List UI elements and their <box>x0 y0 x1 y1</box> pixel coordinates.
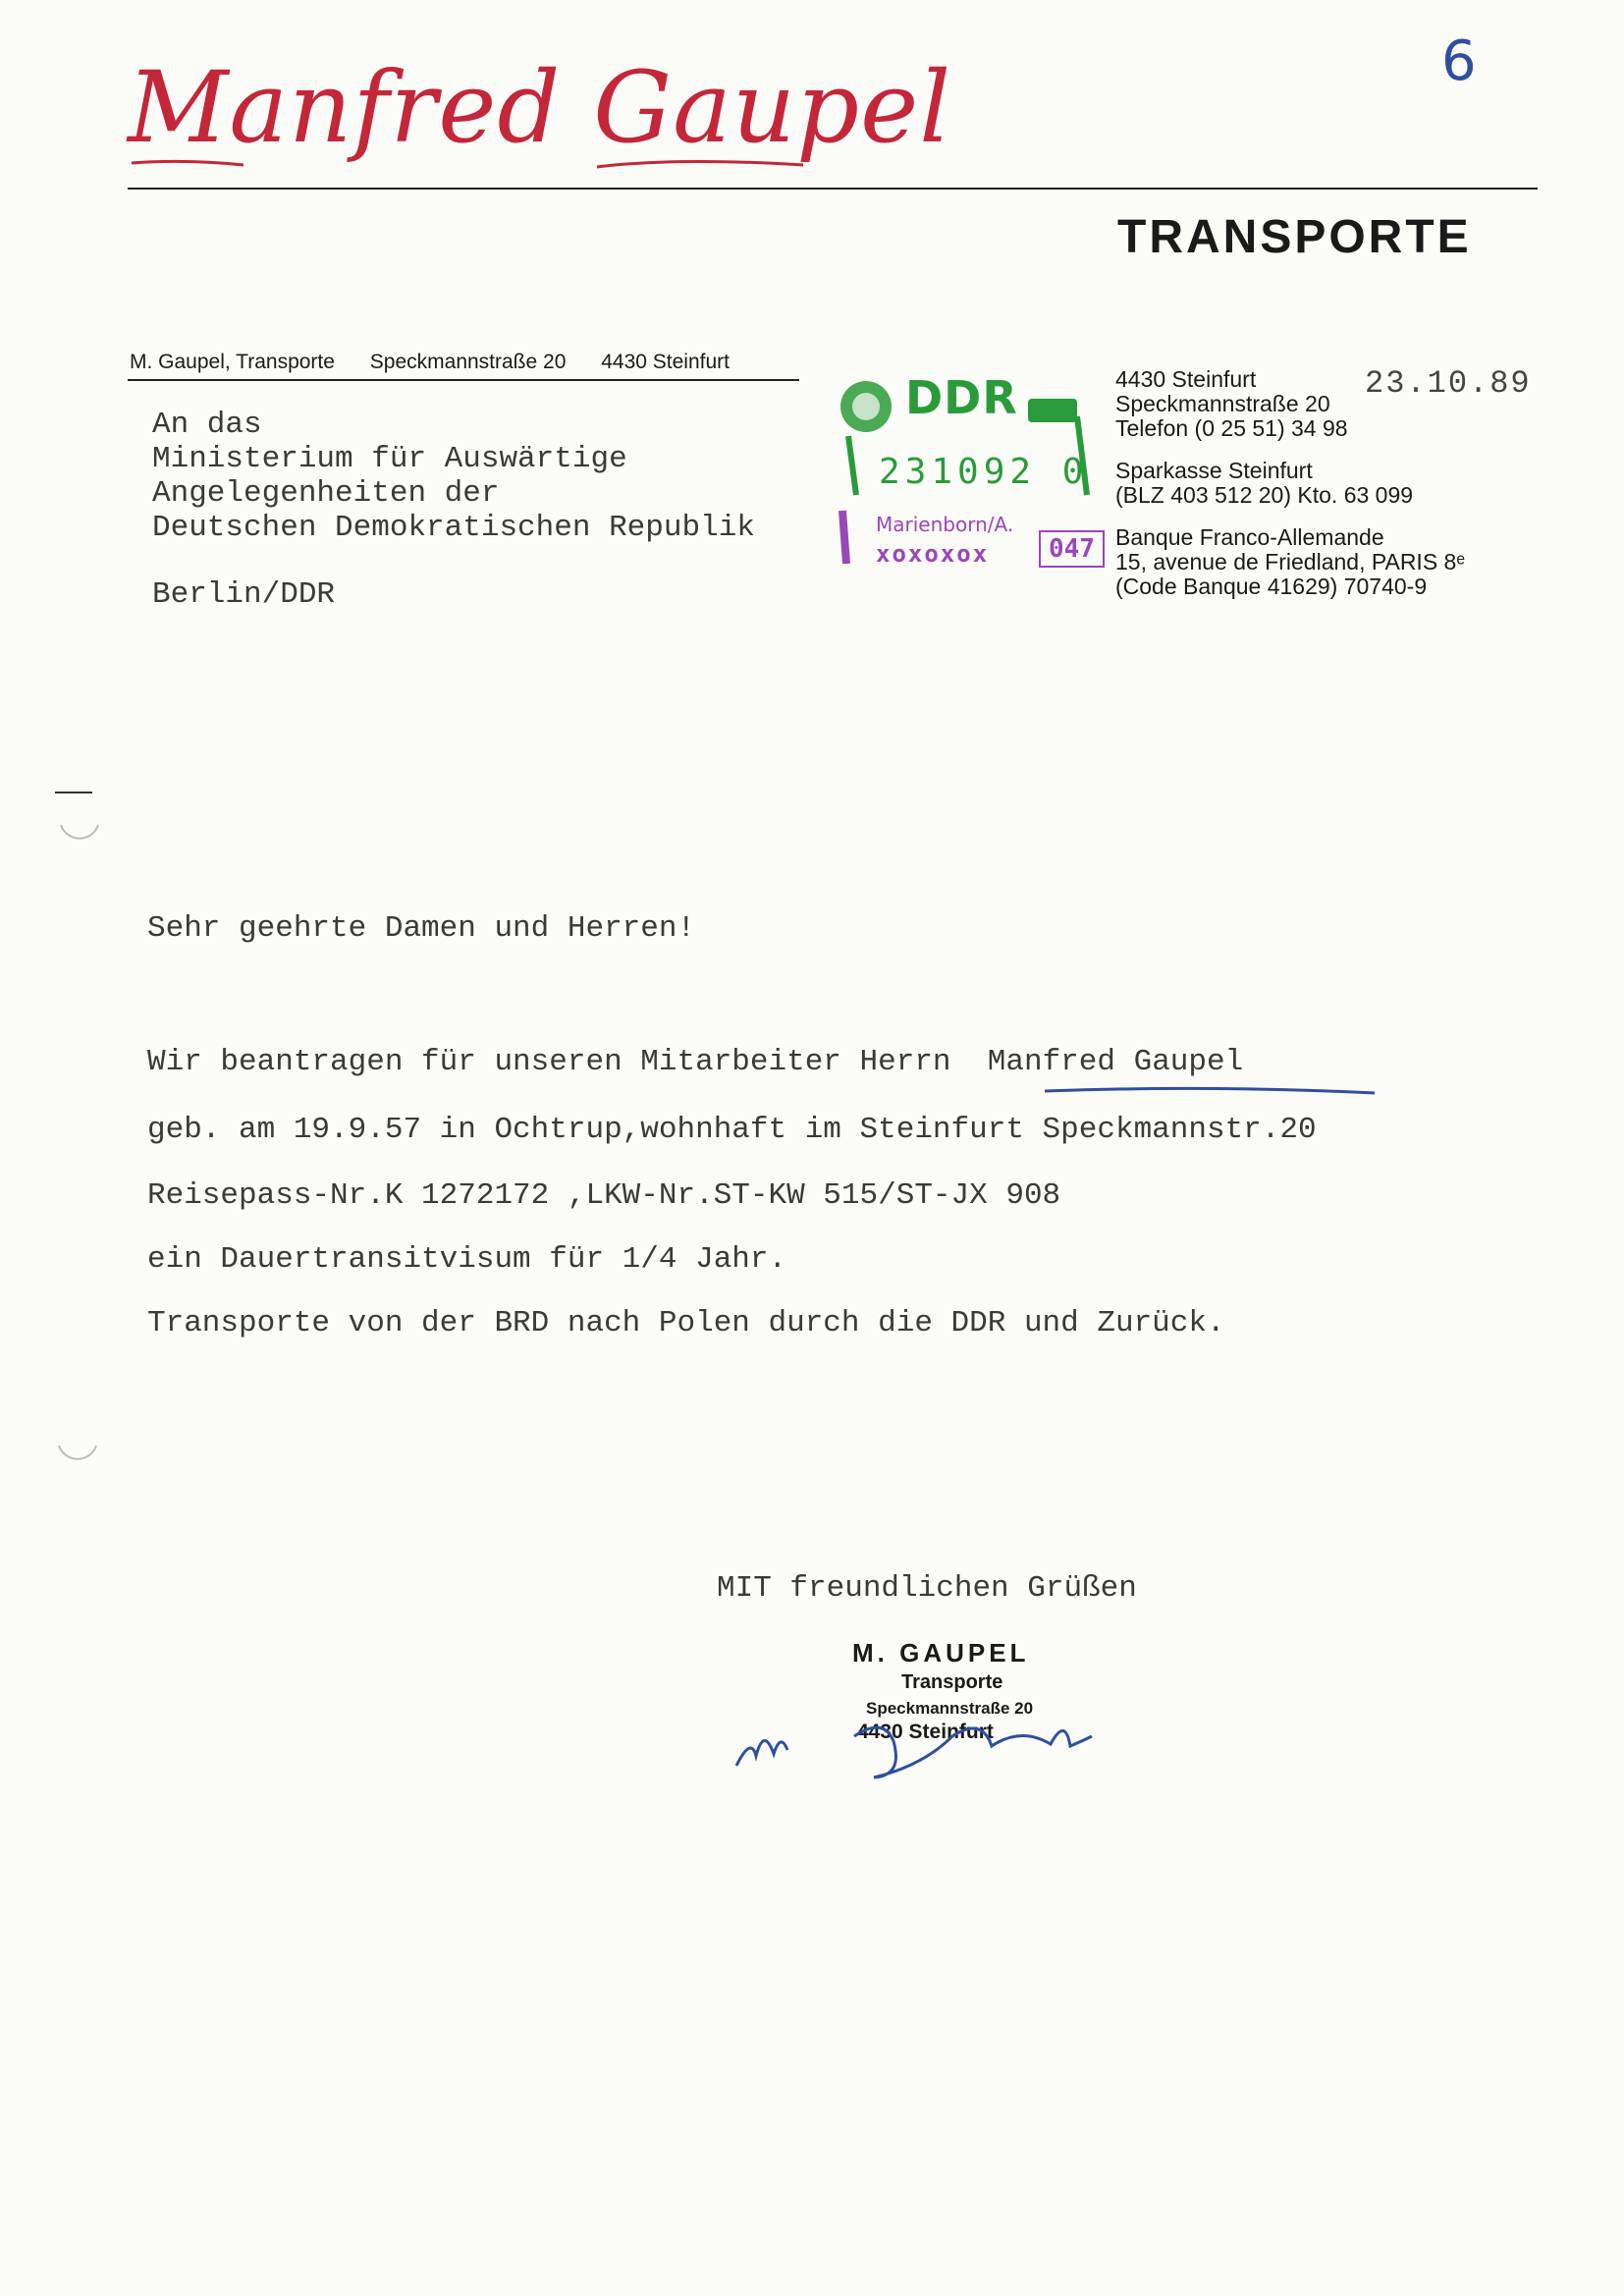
body-line-2: geb. am 19.9.57 in Ochtrup,wohnhaft im Steinfurt Speckmannstr.20 <box>147 1113 1317 1147</box>
body-line-5: Transporte von der BRD nach Polen durch die DDR und Zurück. <box>147 1306 1225 1340</box>
recipient-city: Berlin/DDR <box>152 577 336 612</box>
info-bank2-name: Banque Franco-Allemande <box>1115 524 1384 550</box>
stamp-date: 231092 0 <box>879 452 1089 492</box>
stamp-country: DDR <box>905 371 1018 424</box>
info-street: Speckmannstraße 20 <box>1115 391 1330 416</box>
sender-street: Speckmannstraße 20 <box>369 351 567 373</box>
recipient-line: Angelegenheiten der <box>152 476 500 511</box>
info-phone: Telefon (0 25 51) 34 98 <box>1115 415 1348 441</box>
salutation: Sehr geehrte Damen und Herren! <box>147 911 696 946</box>
closing-street: Speckmannstraße 20 <box>866 1699 1034 1718</box>
division-title: TRANSPORTE <box>1117 211 1472 263</box>
info-bank2-address: 15, avenue de Friedland, PARIS 8ᵉ <box>1115 549 1465 574</box>
body-line-3: Reisepass-Nr.K 1272172 ,LKW-Nr.ST-KW 515/ST-JX 908 <box>147 1178 1061 1213</box>
stamp-code: xoxoxox <box>876 540 990 568</box>
employee-name: Manfred Gaupel <box>987 1045 1244 1079</box>
page-number-mark: 6 <box>1441 29 1477 93</box>
info-bank1-name: Sparkasse Steinfurt <box>1115 458 1313 483</box>
sender-name: M. Gaupel, Transporte <box>130 351 335 373</box>
body-line-4: ein Dauertransitvisum für 1/4 Jahr. <box>147 1242 787 1277</box>
handwritten-signature <box>727 1697 1100 1785</box>
sender-city: 4430 Steinfurt <box>601 351 730 373</box>
sender-line <box>130 351 759 374</box>
info-city: 4430 Steinfurt <box>1115 366 1257 392</box>
info-bank1-details: (BLZ 403 512 20) Kto. 63 099 <box>1115 482 1414 508</box>
body-line-1-text: Wir beantragen für unseren Mitarbeiter Herrn <box>147 1045 951 1079</box>
closing-greeting: MIT freundlichen Grüßen <box>717 1571 1137 1606</box>
sender-rule <box>128 379 799 381</box>
closing-city: 4430 Steinfurt <box>857 1721 994 1743</box>
stamp-number: 047 <box>1039 530 1105 568</box>
recipient-line: Ministerium für Auswärtige <box>152 442 627 476</box>
body-line-1 <box>147 1045 1243 1079</box>
closing-company: M. GAUPEL <box>852 1638 1030 1667</box>
recipient-line: Deutschen Demokratischen Republik <box>152 511 755 545</box>
closing-sub: Transporte <box>901 1671 1003 1693</box>
punch-hole-marks <box>49 786 108 1473</box>
info-bank2-details: (Code Banque 41629) 70740-9 <box>1115 574 1428 599</box>
letter-date: 23.10.89 <box>1365 365 1532 402</box>
recipient-line: An das <box>152 408 262 442</box>
company-info <box>1115 367 1465 599</box>
recipient-address <box>152 408 755 545</box>
letterhead-rule <box>128 188 1538 190</box>
logo-swash-decoration <box>126 69 833 177</box>
name-underline <box>1043 1085 1377 1097</box>
brand-logo: Manfred Gaupel <box>128 50 952 165</box>
stamp-place: Marienborn/A. <box>876 513 1014 536</box>
